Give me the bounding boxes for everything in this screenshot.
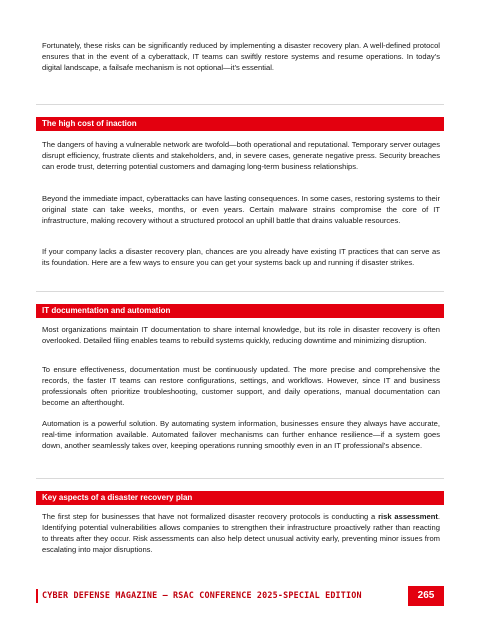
- section-heading: IT documentation and automation: [42, 306, 171, 315]
- section3-paragraph-1: [42, 511, 440, 555]
- footer-accent-mark: [36, 589, 38, 603]
- page-number: 265: [417, 590, 435, 601]
- paragraph-text: The first step for businesses that have not formalized disaster recovery protocols is conducting a: [42, 512, 379, 521]
- section-divider: [36, 291, 444, 292]
- section2-paragraph-1: Most organizations maintain IT documentation to share internal knowledge, but its role in disaster recovery is often overlooked. Detailed filing enables teams to rebuild systems quickly, reducing downtime and minimizing disruption.: [42, 325, 440, 345]
- paragraph-text: . Identifying potential vulnerabilities allows companies to strengthen their infrastructure proactively rather than reacting to threats after they occur. Risk assessments can also help detect unusual activity early, preventing minor issues from escalating into major disruptions.: [42, 512, 440, 554]
- emphasis-text: risk assessment: [378, 512, 438, 521]
- section1-paragraph-3: If your company lacks a disaster recovery plan, chances are you already have existing IT practices that can serve as its foundation. Here are a few ways to ensure you can get your systems back up and running if disaster strikes.: [42, 247, 440, 267]
- page-number-badge: [408, 586, 444, 606]
- section2-paragraph-2: To ensure effectiveness, documentation must be continuously updated. The more precise and comprehensive the records, the faster IT teams can restore configurations, settings, and workflows. However, since IT and business professionals often prioritize troubleshooting, customer support, and daily operations, manual documentation can become an afterthought.: [42, 365, 440, 407]
- section-heading-bar: [36, 117, 444, 131]
- section1-paragraph-1: The dangers of having a vulnerable network are twofold—both operational and reputational. Temporary server outages disrupt efficiency, frustrate clients and stakeholders, and, in severe cases, generate negative press. Security breaches can erode trust, deterring potential customers and damaging long-term business relationships.: [42, 140, 440, 171]
- section-heading: Key aspects of a disaster recovery plan: [42, 493, 193, 502]
- section-divider: [36, 478, 444, 479]
- page-footer: [36, 586, 444, 606]
- section-divider: [36, 104, 444, 105]
- section2-paragraph-3: Automation is a powerful solution. By automating system information, businesses ensure they always have accurate, real-time information available. Automated failover mechanisms can further enhance resilience—if a system goes down, another seamlessly takes over, keeping operations running smoothly even in an IT professional’s absence.: [42, 419, 440, 450]
- section-heading: The high cost of inaction: [42, 119, 137, 128]
- section1-paragraph-2: Beyond the immediate impact, cyberattacks can have lasting consequences. In some cases, restoring systems to their original state can take weeks, months, or even years. Certain malware strains compromise the core of IT infrastructure, making recovery without a structured protocol an uphill battle that drains valuable resources.: [42, 194, 440, 225]
- section-heading-bar: [36, 304, 444, 318]
- intro-paragraph: Fortunately, these risks can be significantly reduced by implementing a disaster recovery plan. A well-defined protocol ensures that in the event of a cyberattack, IT teams can swiftly restore systems and resume operations. In today’s digital landscape, a failsafe mechanism is not optional—it’s essential.: [42, 41, 440, 72]
- footer-magazine-title: CYBER DEFENSE MAGAZINE – RSAC CONFERENCE 2025-SPECIAL EDITION: [42, 590, 362, 600]
- section-heading-bar: [36, 491, 444, 505]
